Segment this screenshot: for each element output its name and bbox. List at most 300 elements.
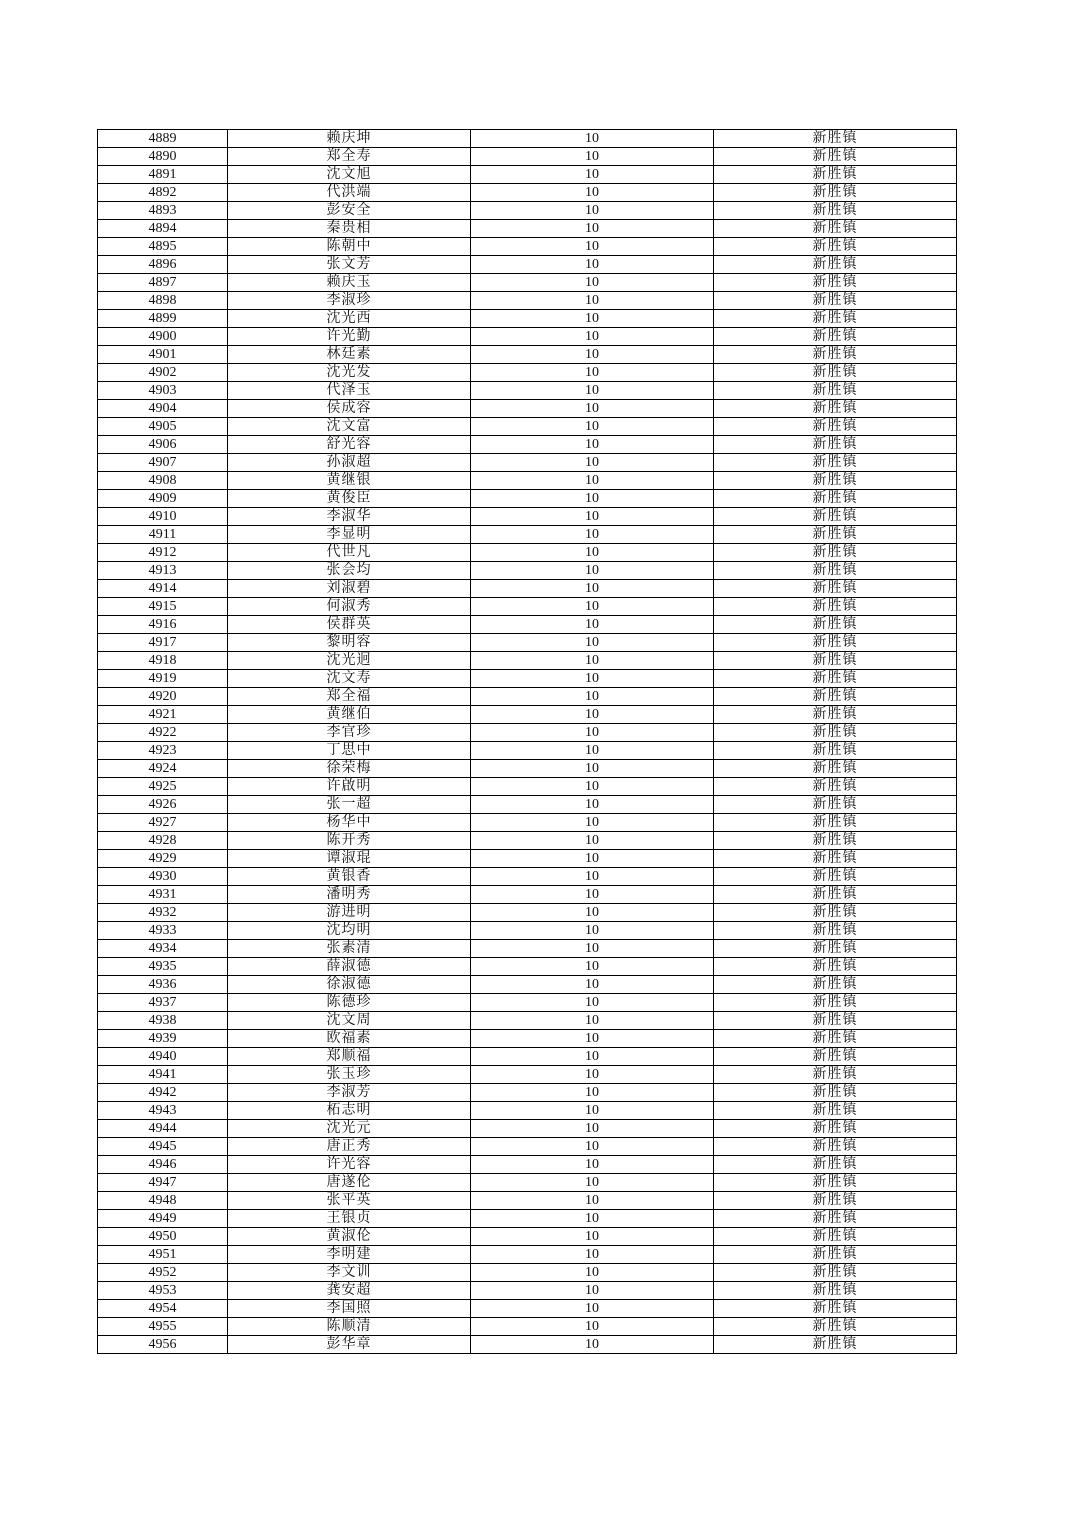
table-row xyxy=(98,1336,957,1354)
amount-cell: 10 xyxy=(471,724,714,742)
name-cell: 代泽玉 xyxy=(228,382,471,400)
name-cell: 潘明秀 xyxy=(228,886,471,904)
name-cell: 张一超 xyxy=(228,796,471,814)
town-cell: 新胜镇 xyxy=(714,1282,957,1300)
town-cell: 新胜镇 xyxy=(714,148,957,166)
amount-cell: 10 xyxy=(471,310,714,328)
row-number-cell: 4918 xyxy=(98,652,228,670)
table-row xyxy=(98,472,957,490)
table-row xyxy=(98,760,957,778)
amount-cell: 10 xyxy=(471,238,714,256)
table-row xyxy=(98,1156,957,1174)
table-row xyxy=(98,958,957,976)
table-row xyxy=(98,292,957,310)
town-cell: 新胜镇 xyxy=(714,562,957,580)
town-cell: 新胜镇 xyxy=(714,490,957,508)
name-cell: 郑全寿 xyxy=(228,148,471,166)
row-number-cell: 4921 xyxy=(98,706,228,724)
town-cell: 新胜镇 xyxy=(714,706,957,724)
table-row xyxy=(98,274,957,292)
town-cell: 新胜镇 xyxy=(714,634,957,652)
name-cell: 唐遂伦 xyxy=(228,1174,471,1192)
row-number-cell: 4927 xyxy=(98,814,228,832)
name-cell: 林廷素 xyxy=(228,346,471,364)
table-row xyxy=(98,346,957,364)
town-cell: 新胜镇 xyxy=(714,382,957,400)
name-cell: 沈光元 xyxy=(228,1120,471,1138)
table-row xyxy=(98,724,957,742)
amount-cell: 10 xyxy=(471,1282,714,1300)
name-cell: 何淑秀 xyxy=(228,598,471,616)
name-cell: 龚安超 xyxy=(228,1282,471,1300)
name-cell: 李文训 xyxy=(228,1264,471,1282)
name-cell: 沈光西 xyxy=(228,310,471,328)
amount-cell: 10 xyxy=(471,130,714,148)
row-number-cell: 4944 xyxy=(98,1120,228,1138)
amount-cell: 10 xyxy=(471,454,714,472)
town-cell: 新胜镇 xyxy=(714,958,957,976)
table-row xyxy=(98,994,957,1012)
table-row xyxy=(98,1318,957,1336)
name-cell: 唐正秀 xyxy=(228,1138,471,1156)
row-number-cell: 4940 xyxy=(98,1048,228,1066)
row-number-cell: 4951 xyxy=(98,1246,228,1264)
town-cell: 新胜镇 xyxy=(714,994,957,1012)
amount-cell: 10 xyxy=(471,598,714,616)
amount-cell: 10 xyxy=(471,562,714,580)
amount-cell: 10 xyxy=(471,634,714,652)
amount-cell: 10 xyxy=(471,814,714,832)
row-number-cell: 4941 xyxy=(98,1066,228,1084)
town-cell: 新胜镇 xyxy=(714,760,957,778)
amount-cell: 10 xyxy=(471,580,714,598)
amount-cell: 10 xyxy=(471,364,714,382)
row-number-cell: 4890 xyxy=(98,148,228,166)
town-cell: 新胜镇 xyxy=(714,130,957,148)
row-number-cell: 4942 xyxy=(98,1084,228,1102)
name-cell: 赖庆坤 xyxy=(228,130,471,148)
data-table xyxy=(97,129,957,1354)
amount-cell: 10 xyxy=(471,1048,714,1066)
row-number-cell: 4939 xyxy=(98,1030,228,1048)
table-row xyxy=(98,544,957,562)
row-number-cell: 4900 xyxy=(98,328,228,346)
table-row xyxy=(98,850,957,868)
name-cell: 许啟明 xyxy=(228,778,471,796)
town-cell: 新胜镇 xyxy=(714,418,957,436)
table-row xyxy=(98,490,957,508)
row-number-cell: 4926 xyxy=(98,796,228,814)
amount-cell: 10 xyxy=(471,1012,714,1030)
amount-cell: 10 xyxy=(471,976,714,994)
table-row xyxy=(98,1246,957,1264)
table-row xyxy=(98,400,957,418)
row-number-cell: 4947 xyxy=(98,1174,228,1192)
table-row xyxy=(98,1192,957,1210)
name-cell: 沈光发 xyxy=(228,364,471,382)
town-cell: 新胜镇 xyxy=(714,310,957,328)
table-row xyxy=(98,1012,957,1030)
town-cell: 新胜镇 xyxy=(714,850,957,868)
table-row xyxy=(98,922,957,940)
table-row xyxy=(98,436,957,454)
row-number-cell: 4891 xyxy=(98,166,228,184)
town-cell: 新胜镇 xyxy=(714,346,957,364)
row-number-cell: 4931 xyxy=(98,886,228,904)
town-cell: 新胜镇 xyxy=(714,292,957,310)
town-cell: 新胜镇 xyxy=(714,544,957,562)
name-cell: 李淑珍 xyxy=(228,292,471,310)
name-cell: 黄继银 xyxy=(228,472,471,490)
town-cell: 新胜镇 xyxy=(714,1048,957,1066)
name-cell: 李淑芳 xyxy=(228,1084,471,1102)
row-number-cell: 4916 xyxy=(98,616,228,634)
row-number-cell: 4933 xyxy=(98,922,228,940)
table-row xyxy=(98,670,957,688)
town-cell: 新胜镇 xyxy=(714,1066,957,1084)
town-cell: 新胜镇 xyxy=(714,1138,957,1156)
table-row xyxy=(98,1264,957,1282)
amount-cell: 10 xyxy=(471,508,714,526)
row-number-cell: 4913 xyxy=(98,562,228,580)
table-row xyxy=(98,832,957,850)
town-cell: 新胜镇 xyxy=(714,976,957,994)
name-cell: 许光勤 xyxy=(228,328,471,346)
amount-cell: 10 xyxy=(471,1246,714,1264)
amount-cell: 10 xyxy=(471,1210,714,1228)
name-cell: 赖庆玉 xyxy=(228,274,471,292)
row-number-cell: 4938 xyxy=(98,1012,228,1030)
amount-cell: 10 xyxy=(471,760,714,778)
amount-cell: 10 xyxy=(471,958,714,976)
town-cell: 新胜镇 xyxy=(714,814,957,832)
amount-cell: 10 xyxy=(471,166,714,184)
table-row xyxy=(98,652,957,670)
town-cell: 新胜镇 xyxy=(714,238,957,256)
town-cell: 新胜镇 xyxy=(714,184,957,202)
amount-cell: 10 xyxy=(471,1174,714,1192)
amount-cell: 10 xyxy=(471,1084,714,1102)
name-cell: 陈顺清 xyxy=(228,1318,471,1336)
town-cell: 新胜镇 xyxy=(714,796,957,814)
row-number-cell: 4925 xyxy=(98,778,228,796)
table-row xyxy=(98,976,957,994)
row-number-cell: 4936 xyxy=(98,976,228,994)
row-number-cell: 4935 xyxy=(98,958,228,976)
town-cell: 新胜镇 xyxy=(714,1012,957,1030)
amount-cell: 10 xyxy=(471,1030,714,1048)
name-cell: 李淑华 xyxy=(228,508,471,526)
name-cell: 刘淑碧 xyxy=(228,580,471,598)
amount-cell: 10 xyxy=(471,418,714,436)
row-number-cell: 4928 xyxy=(98,832,228,850)
town-cell: 新胜镇 xyxy=(714,1246,957,1264)
amount-cell: 10 xyxy=(471,184,714,202)
name-cell: 孙淑超 xyxy=(228,454,471,472)
name-cell: 黄继伯 xyxy=(228,706,471,724)
amount-cell: 10 xyxy=(471,526,714,544)
name-cell: 舒光容 xyxy=(228,436,471,454)
town-cell: 新胜镇 xyxy=(714,616,957,634)
name-cell: 欧福素 xyxy=(228,1030,471,1048)
town-cell: 新胜镇 xyxy=(714,454,957,472)
table-row xyxy=(98,616,957,634)
name-cell: 代世凡 xyxy=(228,544,471,562)
table-row xyxy=(98,454,957,472)
name-cell: 陈开秀 xyxy=(228,832,471,850)
name-cell: 彭华章 xyxy=(228,1336,471,1354)
amount-cell: 10 xyxy=(471,778,714,796)
row-number-cell: 4912 xyxy=(98,544,228,562)
name-cell: 黎明容 xyxy=(228,634,471,652)
town-cell: 新胜镇 xyxy=(714,1156,957,1174)
table-row xyxy=(98,814,957,832)
town-cell: 新胜镇 xyxy=(714,1210,957,1228)
amount-cell: 10 xyxy=(471,652,714,670)
name-cell: 黄银香 xyxy=(228,868,471,886)
amount-cell: 10 xyxy=(471,1066,714,1084)
name-cell: 张平英 xyxy=(228,1192,471,1210)
name-cell: 徐淑德 xyxy=(228,976,471,994)
amount-cell: 10 xyxy=(471,1156,714,1174)
table-row xyxy=(98,1138,957,1156)
town-cell: 新胜镇 xyxy=(714,1318,957,1336)
table-row xyxy=(98,328,957,346)
amount-cell: 10 xyxy=(471,1336,714,1354)
town-cell: 新胜镇 xyxy=(714,1192,957,1210)
amount-cell: 10 xyxy=(471,1138,714,1156)
name-cell: 薛淑德 xyxy=(228,958,471,976)
amount-cell: 10 xyxy=(471,400,714,418)
name-cell: 沈文周 xyxy=(228,1012,471,1030)
name-cell: 黄俊臣 xyxy=(228,490,471,508)
town-cell: 新胜镇 xyxy=(714,508,957,526)
table-row xyxy=(98,148,957,166)
table-row xyxy=(98,526,957,544)
amount-cell: 10 xyxy=(471,1102,714,1120)
amount-cell: 10 xyxy=(471,940,714,958)
row-number-cell: 4949 xyxy=(98,1210,228,1228)
amount-cell: 10 xyxy=(471,1228,714,1246)
table-row xyxy=(98,220,957,238)
name-cell: 陈朝中 xyxy=(228,238,471,256)
amount-cell: 10 xyxy=(471,904,714,922)
table-row xyxy=(98,238,957,256)
row-number-cell: 4924 xyxy=(98,760,228,778)
amount-cell: 10 xyxy=(471,274,714,292)
name-cell: 张会均 xyxy=(228,562,471,580)
amount-cell: 10 xyxy=(471,1264,714,1282)
row-number-cell: 4909 xyxy=(98,490,228,508)
name-cell: 侯成容 xyxy=(228,400,471,418)
amount-cell: 10 xyxy=(471,994,714,1012)
table-row xyxy=(98,706,957,724)
row-number-cell: 4915 xyxy=(98,598,228,616)
name-cell: 张玉珍 xyxy=(228,1066,471,1084)
row-number-cell: 4914 xyxy=(98,580,228,598)
amount-cell: 10 xyxy=(471,328,714,346)
table-row xyxy=(98,1084,957,1102)
name-cell: 沈光迥 xyxy=(228,652,471,670)
amount-cell: 10 xyxy=(471,292,714,310)
row-number-cell: 4930 xyxy=(98,868,228,886)
amount-cell: 10 xyxy=(471,346,714,364)
town-cell: 新胜镇 xyxy=(714,256,957,274)
name-cell: 李官珍 xyxy=(228,724,471,742)
town-cell: 新胜镇 xyxy=(714,472,957,490)
name-cell: 李显明 xyxy=(228,526,471,544)
row-number-cell: 4904 xyxy=(98,400,228,418)
table-row xyxy=(98,1102,957,1120)
town-cell: 新胜镇 xyxy=(714,598,957,616)
row-number-cell: 4911 xyxy=(98,526,228,544)
row-number-cell: 4932 xyxy=(98,904,228,922)
name-cell: 许光容 xyxy=(228,1156,471,1174)
town-cell: 新胜镇 xyxy=(714,436,957,454)
name-cell: 杨华中 xyxy=(228,814,471,832)
amount-cell: 10 xyxy=(471,544,714,562)
amount-cell: 10 xyxy=(471,1318,714,1336)
row-number-cell: 4898 xyxy=(98,292,228,310)
amount-cell: 10 xyxy=(471,472,714,490)
row-number-cell: 4889 xyxy=(98,130,228,148)
table-row xyxy=(98,940,957,958)
row-number-cell: 4934 xyxy=(98,940,228,958)
table-row xyxy=(98,1228,957,1246)
row-number-cell: 4945 xyxy=(98,1138,228,1156)
table-row xyxy=(98,1174,957,1192)
table-row xyxy=(98,562,957,580)
name-cell: 代洪端 xyxy=(228,184,471,202)
row-number-cell: 4893 xyxy=(98,202,228,220)
amount-cell: 10 xyxy=(471,1120,714,1138)
amount-cell: 10 xyxy=(471,886,714,904)
row-number-cell: 4905 xyxy=(98,418,228,436)
row-number-cell: 4953 xyxy=(98,1282,228,1300)
row-number-cell: 4897 xyxy=(98,274,228,292)
table-row xyxy=(98,904,957,922)
table-row xyxy=(98,796,957,814)
table-row xyxy=(98,778,957,796)
row-number-cell: 4943 xyxy=(98,1102,228,1120)
row-number-cell: 4903 xyxy=(98,382,228,400)
amount-cell: 10 xyxy=(471,616,714,634)
town-cell: 新胜镇 xyxy=(714,940,957,958)
town-cell: 新胜镇 xyxy=(714,904,957,922)
town-cell: 新胜镇 xyxy=(714,922,957,940)
table-row xyxy=(98,634,957,652)
row-number-cell: 4894 xyxy=(98,220,228,238)
town-cell: 新胜镇 xyxy=(714,670,957,688)
name-cell: 郑顺福 xyxy=(228,1048,471,1066)
town-cell: 新胜镇 xyxy=(714,1336,957,1354)
town-cell: 新胜镇 xyxy=(714,742,957,760)
row-number-cell: 4895 xyxy=(98,238,228,256)
name-cell: 黄淑伦 xyxy=(228,1228,471,1246)
table-row xyxy=(98,310,957,328)
amount-cell: 10 xyxy=(471,148,714,166)
amount-cell: 10 xyxy=(471,490,714,508)
town-cell: 新胜镇 xyxy=(714,1300,957,1318)
name-cell: 沈文寿 xyxy=(228,670,471,688)
amount-cell: 10 xyxy=(471,796,714,814)
town-cell: 新胜镇 xyxy=(714,1120,957,1138)
town-cell: 新胜镇 xyxy=(714,202,957,220)
amount-cell: 10 xyxy=(471,868,714,886)
name-cell: 秦贵相 xyxy=(228,220,471,238)
amount-cell: 10 xyxy=(471,1192,714,1210)
table-row xyxy=(98,1030,957,1048)
table-row xyxy=(98,130,957,148)
row-number-cell: 4929 xyxy=(98,850,228,868)
table-row xyxy=(98,598,957,616)
town-cell: 新胜镇 xyxy=(714,832,957,850)
town-cell: 新胜镇 xyxy=(714,886,957,904)
row-number-cell: 4892 xyxy=(98,184,228,202)
row-number-cell: 4917 xyxy=(98,634,228,652)
table-row xyxy=(98,508,957,526)
row-number-cell: 4955 xyxy=(98,1318,228,1336)
row-number-cell: 4923 xyxy=(98,742,228,760)
amount-cell: 10 xyxy=(471,382,714,400)
table-row xyxy=(98,742,957,760)
table-row xyxy=(98,1120,957,1138)
row-number-cell: 4908 xyxy=(98,472,228,490)
row-number-cell: 4954 xyxy=(98,1300,228,1318)
table-row xyxy=(98,166,957,184)
name-cell: 沈文富 xyxy=(228,418,471,436)
name-cell: 李国照 xyxy=(228,1300,471,1318)
table-row xyxy=(98,580,957,598)
name-cell: 徐荣梅 xyxy=(228,760,471,778)
table-row xyxy=(98,868,957,886)
row-number-cell: 4901 xyxy=(98,346,228,364)
name-cell: 侯群英 xyxy=(228,616,471,634)
town-cell: 新胜镇 xyxy=(714,868,957,886)
row-number-cell: 4922 xyxy=(98,724,228,742)
row-number-cell: 4946 xyxy=(98,1156,228,1174)
amount-cell: 10 xyxy=(471,1300,714,1318)
town-cell: 新胜镇 xyxy=(714,166,957,184)
row-number-cell: 4906 xyxy=(98,436,228,454)
name-cell: 张文芳 xyxy=(228,256,471,274)
town-cell: 新胜镇 xyxy=(714,1264,957,1282)
name-cell: 彭安全 xyxy=(228,202,471,220)
row-number-cell: 4910 xyxy=(98,508,228,526)
name-cell: 丁思中 xyxy=(228,742,471,760)
town-cell: 新胜镇 xyxy=(714,400,957,418)
amount-cell: 10 xyxy=(471,436,714,454)
town-cell: 新胜镇 xyxy=(714,526,957,544)
row-number-cell: 4920 xyxy=(98,688,228,706)
name-cell: 沈文旭 xyxy=(228,166,471,184)
amount-cell: 10 xyxy=(471,832,714,850)
amount-cell: 10 xyxy=(471,202,714,220)
table-row xyxy=(98,184,957,202)
amount-cell: 10 xyxy=(471,742,714,760)
amount-cell: 10 xyxy=(471,670,714,688)
table-row xyxy=(98,256,957,274)
amount-cell: 10 xyxy=(471,220,714,238)
table-row xyxy=(98,1210,957,1228)
row-number-cell: 4919 xyxy=(98,670,228,688)
name-cell: 张素清 xyxy=(228,940,471,958)
row-number-cell: 4902 xyxy=(98,364,228,382)
town-cell: 新胜镇 xyxy=(714,724,957,742)
name-cell: 游进明 xyxy=(228,904,471,922)
table-row xyxy=(98,364,957,382)
amount-cell: 10 xyxy=(471,922,714,940)
